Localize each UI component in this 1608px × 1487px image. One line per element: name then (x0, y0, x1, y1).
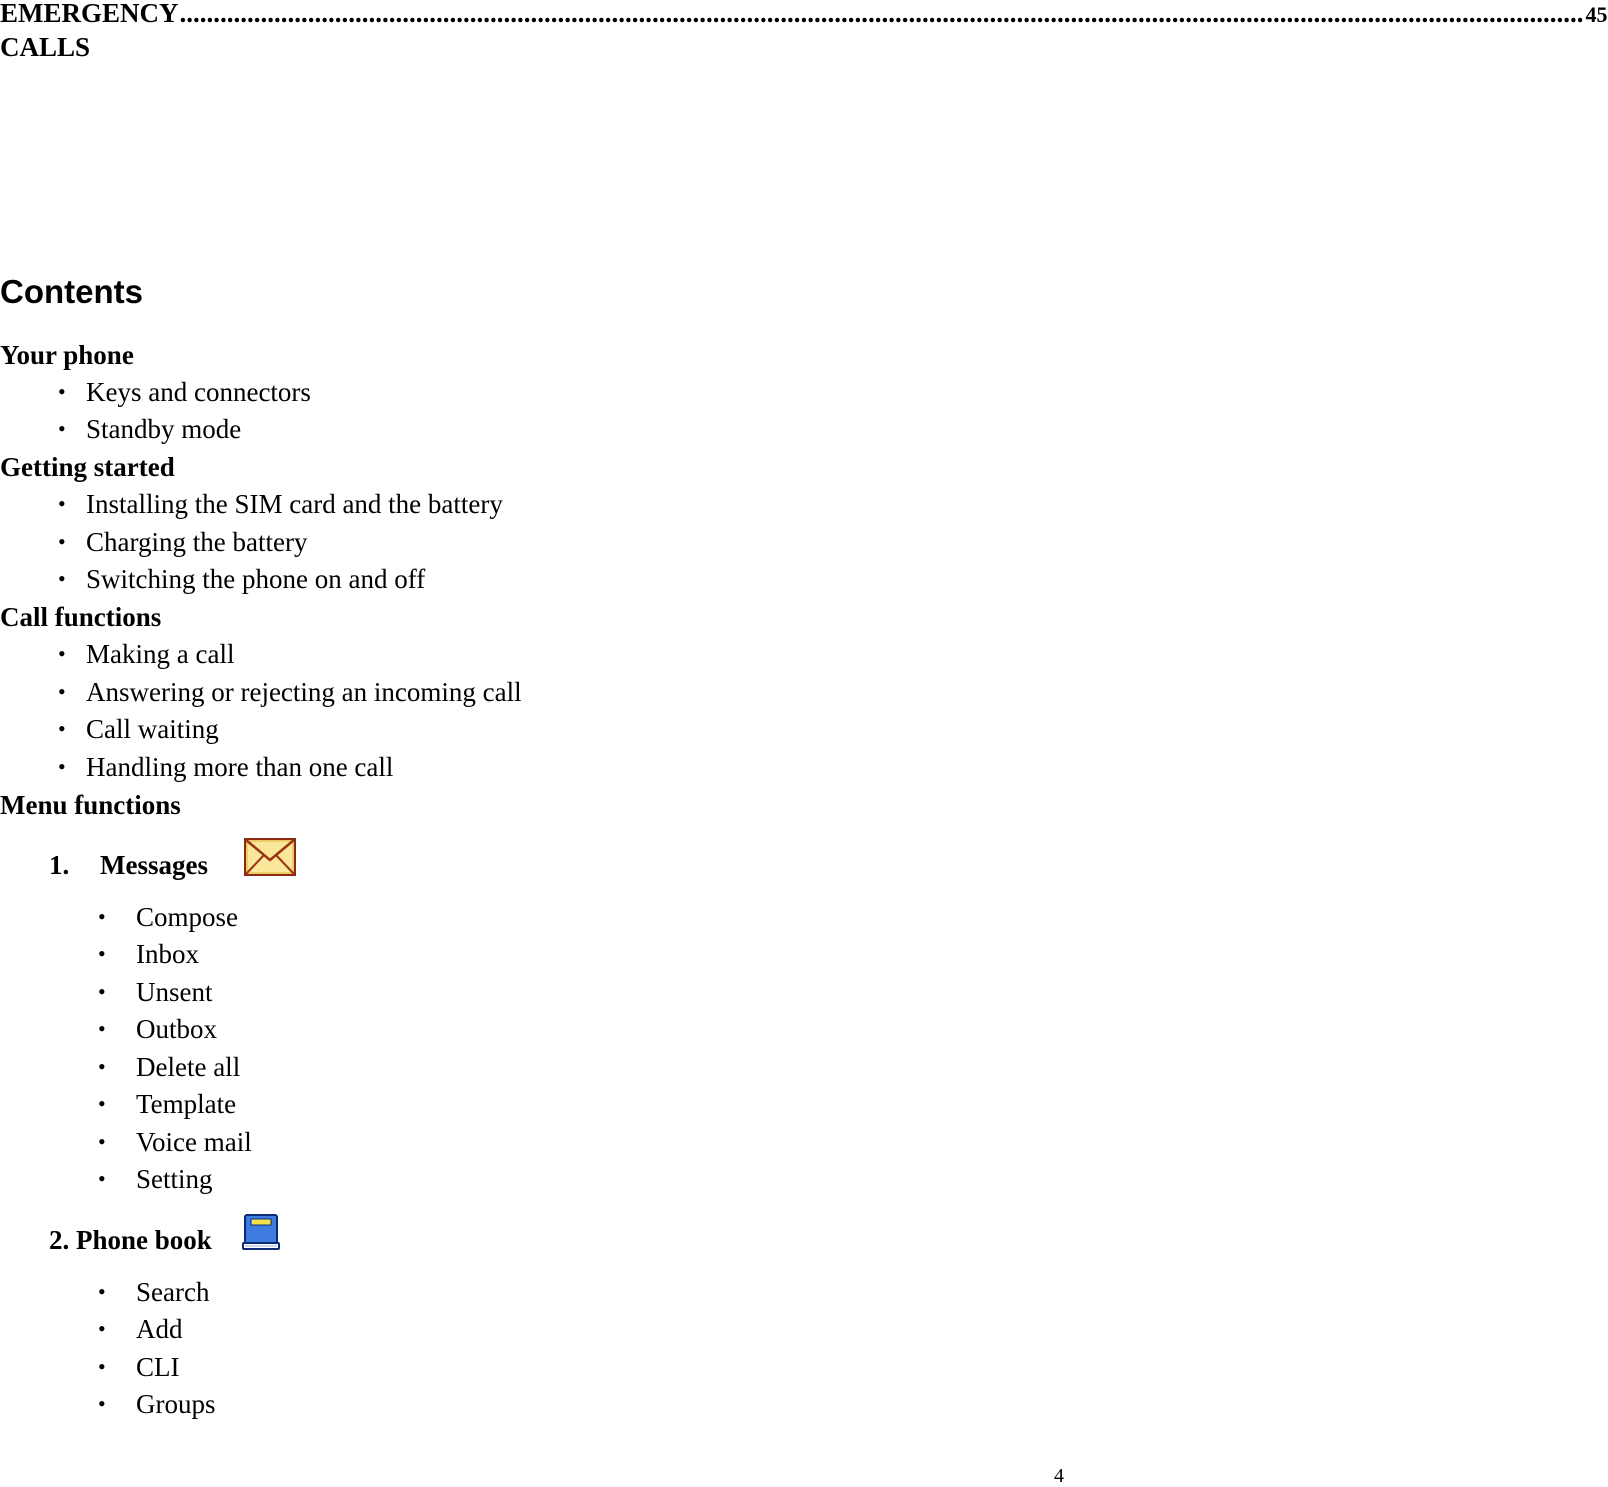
list-item: • Switching the phone on and off (58, 564, 426, 594)
list-item: • Installing the SIM card and the battery (58, 489, 503, 519)
bullet-icon: • (98, 1016, 106, 1041)
bullet-icon: • (98, 1129, 106, 1154)
list-item: • Call waiting (58, 714, 219, 744)
list-item: • Groups (98, 1389, 216, 1419)
phone-book-icon (241, 1213, 281, 1251)
bullet-icon: • (58, 754, 66, 779)
section-heading: Menu functions (0, 790, 181, 820)
bullet-icon: • (98, 1316, 106, 1341)
bullet-icon: • (58, 529, 66, 554)
list-item: • Handling more than one call (58, 752, 394, 782)
list-item: • Charging the battery (58, 527, 308, 557)
list-item: • Voice mail (98, 1127, 252, 1157)
list-item: • Compose (98, 902, 239, 932)
bullet-icon: • (58, 679, 66, 704)
menu-heading-messages: 1. Messages (49, 850, 208, 880)
list-item: • Outbox (98, 1014, 217, 1044)
list-item: • Delete all (98, 1052, 241, 1082)
toc-entry-title: EMERGENCY CALLS (0, 0, 178, 62)
list-item: • Template (98, 1089, 237, 1119)
list-item: • Making a call (58, 639, 235, 669)
bullet-icon: • (58, 641, 66, 666)
list-item: • Search (98, 1277, 210, 1307)
bullet-icon: • (58, 491, 66, 516)
section-heading: Your phone (0, 340, 134, 370)
list-item: • Unsent (98, 977, 213, 1007)
bullet-icon: • (58, 379, 66, 404)
toc-page-number: 45 (1585, 2, 1608, 27)
section-heading: Getting started (0, 452, 175, 482)
list-item: • Inbox (98, 939, 199, 969)
list-item: • Add (98, 1314, 183, 1344)
bullet-icon: • (98, 1054, 106, 1079)
bullet-icon: • (58, 416, 66, 441)
bullet-icon: • (98, 1091, 106, 1116)
contents-heading: Contents (0, 273, 143, 310)
envelope-icon (244, 838, 296, 876)
bullet-icon: • (98, 1279, 106, 1304)
bullet-icon: • (98, 1354, 106, 1379)
list-item: • Answering or rejecting an incoming call (58, 677, 522, 707)
page-number: 4 (1054, 1465, 1064, 1487)
bullet-icon: • (98, 1166, 106, 1191)
toc-leader-dots: ................................................................................................................................................................................................................ (179, 0, 1584, 28)
bullet-icon: • (58, 566, 66, 591)
menu-heading-phone-book: 2. Phone book (49, 1225, 212, 1255)
section-heading: Call functions (0, 602, 162, 632)
list-item: • Standby mode (58, 414, 242, 444)
bullet-icon: • (98, 941, 106, 966)
bullet-icon: • (98, 979, 106, 1004)
toc-entry-emergency-calls[interactable] (0, 0, 1608, 64)
list-item: • Keys and connectors (58, 377, 311, 407)
list-item: • Setting (98, 1164, 213, 1194)
bullet-icon: • (98, 904, 106, 929)
bullet-icon: • (58, 716, 66, 741)
list-item: • CLI (98, 1352, 180, 1382)
bullet-icon: • (98, 1391, 106, 1416)
